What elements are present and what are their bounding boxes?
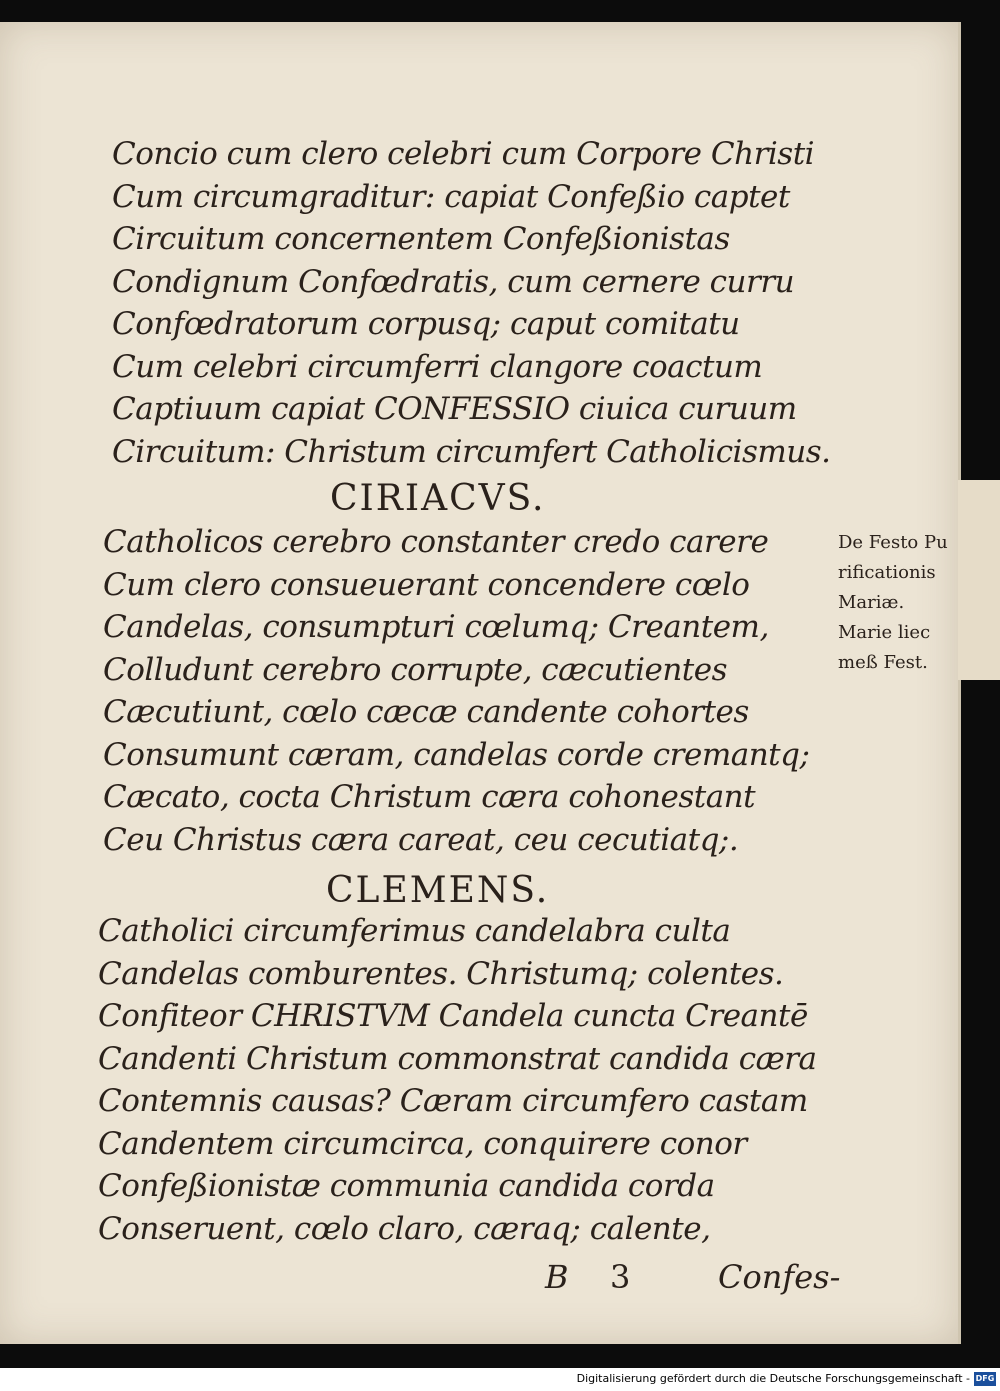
book-page [0,22,961,1344]
page-number: 3 [610,1258,631,1296]
verse-line: Cum clero consueuerant concendere cœlo [103,566,750,603]
signature-mark: B [545,1258,569,1296]
verse-line: Cæcato, cocta Christum cæra cohonestant [103,779,756,815]
catchword: Confes- [718,1258,841,1296]
marginal-note-line: De Festo Pu [838,532,948,553]
section-heading-clemens: CLEMENS. [326,870,550,911]
verse-line: Catholici circumferimus candelabra culta [98,913,731,949]
funding-credit: Digitalisierung gefördert durch die Deutsche Forschungsgemeinschaft - [576,1372,970,1385]
marginal-note-line: Marie liec [838,622,931,643]
verse-line: Ceu Christus cæra careat, ceu cecutiatq;. [103,821,739,858]
marginal-note-line: meß Fest. [838,652,928,673]
verse-line: Colludunt cerebro corrupte, cæcutientes [103,651,728,688]
verse-line: Cum celebri circumferri clangore coactum [112,348,763,385]
verse-line: Circuitum: Christum circumfert Catholicismus. [112,433,831,470]
credit-bar [0,1368,1000,1391]
verse-line: Candelas comburentes. Christumq; colentes. [98,955,784,992]
verse-line: Cum circumgraditur: capiat Confeßio captet [112,178,790,215]
verse-line: Candentem circumcirca, conquirere conor [98,1125,747,1162]
verse-line: Conseruent, cœlo claro, cæraq; calente, [98,1210,711,1247]
marginal-note-line: Mariæ. [838,592,905,613]
verse-block-2 [103,521,809,861]
verse-line: Circuitum concernentem Confeßionistas [112,221,730,257]
verse-line: Cæcutiunt, cœlo cæcæ candente cohortes [103,694,749,730]
verse-block-1 [112,133,831,473]
verse-line: Candenti Christum commonstrat candida cæra [98,1040,817,1077]
verse-line: Catholicos cerebro constanter credo carere [103,524,769,560]
dfg-logo-icon: DFG [974,1372,996,1386]
verse-line: Consumunt cæram, candelas corde cremantq; [103,736,810,773]
verse-line: Contemnis causas? Cæram circumfero castam [98,1083,808,1119]
verse-line: Confœdratorum corpusq; caput comitatu [112,306,740,342]
marginal-note-line: rificationis [838,562,936,583]
verse-line: Confeßionistæ communia candida corda [98,1168,715,1204]
verse-line: Candelas, consumpturi cœlumq; Creantem, [103,609,769,645]
marginal-note [838,528,948,678]
section-heading-ciriacus: CIRIACVS. [330,478,546,519]
verse-block-3 [98,910,817,1250]
verse-line: Confiteor CHRISTVM Candela cuncta Creantē [98,998,808,1034]
verse-line: Captiuum capiat CONFESSIO ciuica curuum [112,391,797,427]
verse-line: Concio cum clero celebri cum Corpore Christi [112,136,815,172]
page-edge-strip [958,480,1000,680]
verse-line: Condignum Confœdratis, cum cernere curru [112,263,795,300]
